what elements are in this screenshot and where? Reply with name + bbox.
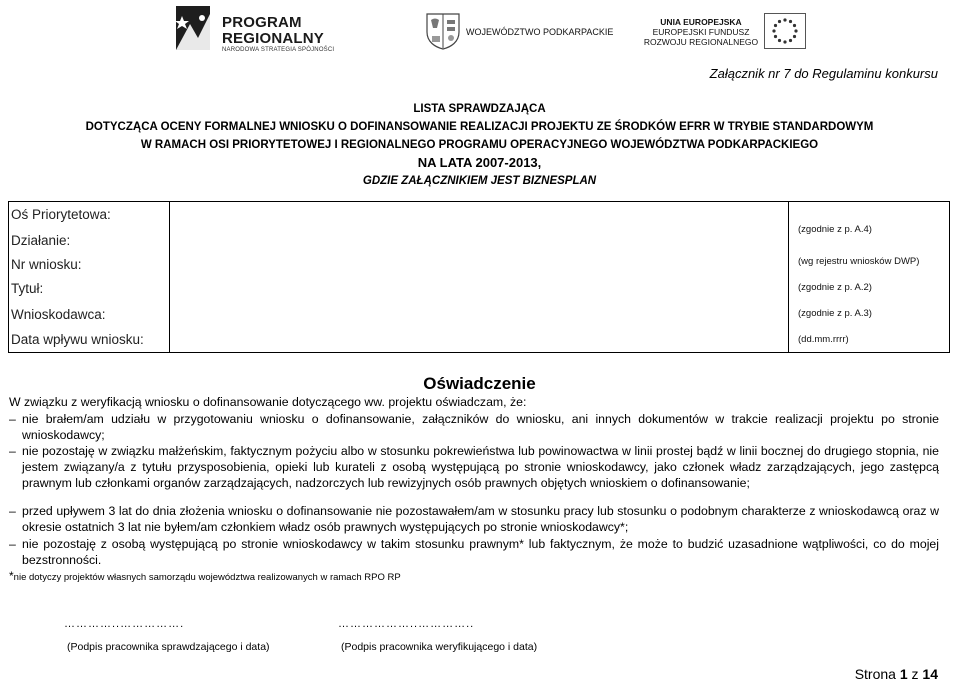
title-line2: DOTYCZĄCA OCENY FORMALNEJ WNIOSKU O DOFINANSOWANIE REALIZACJI PROJEKTU ZE ŚRODKÓW EFRR W TRYBIE STANDARDOWYM: [85, 121, 874, 133]
declaration-item: [9, 443, 939, 491]
label-application-number: Nr wniosku:: [11, 257, 82, 272]
program-logo-line1: PROGRAM: [222, 14, 302, 31]
label-applicant: Wnioskodawca:: [11, 307, 106, 322]
eu-line1: UNIA EUROPEJSKA: [660, 17, 742, 27]
label-action: Działanie:: [11, 233, 71, 248]
page-sep: z: [911, 666, 919, 682]
declaration-item: [9, 503, 939, 535]
eu-label: [642, 17, 760, 47]
declaration-item: [9, 411, 939, 443]
application-info-table: [8, 201, 950, 353]
signature-label-verifier: (Podpis pracownika weryfikującego i data): [341, 641, 538, 653]
table-divider: [169, 202, 170, 352]
eu-line3: ROZWOJU REGIONALNEGO: [643, 37, 759, 47]
bullet-dash: –: [9, 537, 16, 551]
program-regionalny-logo: [170, 4, 340, 56]
label-title: Tytuł:: [11, 281, 44, 296]
declaration-item-text: nie brałem/am udziału w przygotowaniu wniosku o dofinansowanie, załączników do wniosku, ani innych dokumentów w trakcie realizacji projektu po stronie wnioskodawcy;: [22, 412, 939, 442]
footnote: [9, 569, 401, 583]
program-logo-line3: NARODOWA STRATEGIA SPÓJNOŚCI: [222, 47, 335, 53]
eu-flag-icon: [764, 13, 806, 49]
page-total: 14: [922, 666, 938, 682]
page-word: Strona: [854, 666, 896, 682]
page-current: 1: [899, 666, 908, 682]
footnote-text: nie dotyczy projektów własnych samorządu województwa realizowanych w ramach RPO RP: [13, 572, 401, 583]
note-applicant: (zgodnie z p. A.3): [798, 308, 872, 319]
program-logo-mark-icon: [170, 4, 218, 54]
signature-label-checker: (Podpis pracownika sprawdzającego i data): [67, 641, 270, 653]
program-logo-line2: REGIONALNY: [222, 30, 325, 47]
title-line5: GDZIE ZAŁĄCZNIKIEM JEST BIZNESPLAN: [362, 175, 597, 187]
note-application-number: (wg rejestru wniosków DWP): [798, 256, 920, 267]
page-number: [855, 666, 938, 682]
attachment-note: Załącznik nr 7 do Regulaminu konkursu: [709, 66, 938, 81]
voivodeship-label: WOJEWÓDZTWO PODKARPACKIE: [466, 27, 614, 37]
footnote-star: *: [9, 569, 14, 583]
bullet-dash: –: [9, 412, 16, 426]
eu-line2: EUROPEJSKI FUNDUSZ: [652, 27, 750, 37]
signature-line-checker: …………..…………….: [64, 618, 185, 630]
note-receipt-date: (dd.mm.rrrr): [798, 334, 849, 345]
label-receipt-date: Data wpływu wniosku:: [11, 332, 144, 347]
title-line1: LISTA SPRAWDZAJĄCA: [413, 103, 546, 115]
title-line4: NA LATA 2007-2013,: [417, 155, 542, 170]
table-divider: [788, 202, 789, 352]
declaration-item-text: przed upływem 3 lat do dnia złożenia wniosku o dofinansowanie nie pozostawałem/am w stosunku pracy lub stosunku o podobnym charakterze z wnioskodawcą oraz w okresie ostatnich 3 lat nie byłem/am członkiem władz osób prawnych występujących po stronie wnioskodawcy*;: [22, 504, 939, 534]
declaration-heading: Oświadczenie: [423, 374, 536, 393]
title-line3: W RAMACH OSI PRIORYTETOWEJ I REGIONALNEGO PROGRAMU OPERACYJNEGO WOJEWÓDZTWA PODKARPACKIEGO: [140, 139, 819, 151]
declaration-item: [9, 536, 939, 568]
declaration-item-text: nie pozostaję w związku małżeńskim, faktycznym pożyciu albo w stosunku pokrewieństwa lub powinowactwa w linii prostej bądź w linii bocznej do drugiego stopnia, nie jestem związany/a z tytułu przysposobienia, opieki lub kurateli z osobą występującą po stronie wnioskodawcy, jako członek władz zarządzających, jego zastępcą prawnym lub członkami organów zarządzających, nadzorczych lub rewizyjnych osób prawnych objętych wnioskiem o dofinansowanie;: [22, 444, 939, 490]
signature-line-verifier: ………………..…………..: [338, 618, 475, 630]
label-priority-axis: Oś Priorytetowa:: [11, 207, 111, 222]
page-header: [0, 0, 959, 62]
declaration-item-text: nie pozostaję z osobą występującą po stronie wnioskodawcy w takim stosunku prawnym* lub faktycznym, że może to budzić uzasadnione wątpliwości, co do mojej bezstronności.: [22, 537, 939, 567]
note-title: (zgodnie z p. A.2): [798, 282, 872, 293]
document-title: [0, 100, 959, 190]
note-priority-action: (zgodnie z p. A.4): [798, 224, 872, 235]
bullet-dash: –: [9, 444, 16, 458]
coat-of-arms-icon: [424, 10, 462, 50]
declaration-intro: W związku z weryfikacją wniosku o dofinansowanie dotyczącego ww. projektu oświadczam, że:: [9, 395, 527, 409]
bullet-dash: –: [9, 504, 16, 518]
